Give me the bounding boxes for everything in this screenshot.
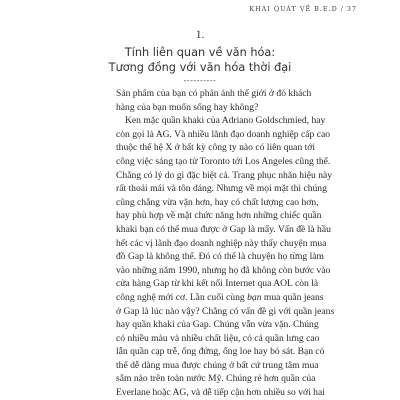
body-line: rất thoải mái và tôn dáng. Nhưng về mọi mặt thì chúng — [116, 183, 327, 195]
body-line: hay quần khaki của Gap. Chúng vẫn vừa vặn. Chúng — [116, 319, 319, 331]
body-line: đồ Gap là không thể. Đó có thể là chuyện họ từng làm — [116, 251, 324, 263]
body-line: cũng chẳng vừa vặn hơn, hay có chất lượng cao hơn, — [116, 196, 319, 208]
body-text — [116, 87, 335, 400]
body-line: khaki bạn có thể mua được ở Gap là mấy. Vấn đề là hầu — [116, 223, 331, 235]
body-line: Ken mặc quần khaki của Adriano Goldschmied, hay — [125, 115, 326, 127]
body-line: cửa hàng Gap từ khi kết nối Internet qua AOL còn là — [116, 278, 319, 290]
chapter-title-line-2: Tương đồng với văn hóa thời đại — [108, 60, 292, 74]
section-divider: ---------- — [183, 76, 217, 85]
body-line: sắm nào trên toàn nước Mỹ. Chúng rẻ hơn quần của — [116, 373, 316, 385]
body-line: Chẳng có lý do gì đặc biệt cả. Trang phục nhãn hiệu này — [116, 169, 333, 181]
body-line: công việc sáng tạo từ Toronto tới Los Angeles cũng thế. — [116, 155, 331, 167]
running-title: KHÁI QUÁT VỀ B.E.D — [249, 5, 338, 13]
body-line: hay phù hợp về mặt chức năng hơn những chiếc quần — [116, 210, 322, 222]
body-line: Sản phẩm của bạn có phản ánh thế giới ở đó khách — [116, 88, 312, 99]
running-header — [249, 5, 357, 13]
header-separator: / — [340, 5, 344, 13]
chapter-number: 1. — [195, 29, 205, 41]
body-line: vào những năm 1990, nhưng họ đã không còn bước vào — [116, 264, 331, 276]
emphasis: bạn — [247, 291, 262, 303]
body-line: thể dễ dàng mua được chúng ở bất cứ trung tâm mua — [116, 359, 319, 371]
chapter-title — [0, 46, 400, 75]
page-number: 37 — [346, 5, 357, 13]
body-line: có nhiều màu và nhiều chất liệu, có cả quần lưng cao — [116, 332, 320, 344]
chapter-title-line-1: Tính liên quan về văn hóa: — [124, 46, 276, 59]
body-line: còn gọi là AG. Và nhiều lãnh đạo doanh nghiệp cấp cao — [116, 128, 331, 140]
body-line: hàng của bạn muốn sống hay không? — [116, 101, 259, 113]
body-line: thuộc thế hệ X ở bất kỳ công ty nào có liên quan tới — [116, 142, 316, 154]
body-line: Everlane hoặc AG, và dễ tiếp cận hơn nhiều so với hai — [116, 387, 325, 399]
body-line: ở Gap là lúc nào vậy? Chẳng có vấn đề gì với quần jeans — [116, 305, 335, 317]
body-line: lẫn quần cạp trễ, ống đứng, ống loe hay bó sát. Bạn có — [116, 346, 325, 358]
body-line: công nghệ mới cơ. Lần cuối cùng bạn mua quần jeans — [116, 291, 324, 303]
body-line: hết các vị lãnh đạo doanh nghiệp này thấy chuyện mua — [116, 237, 327, 249]
